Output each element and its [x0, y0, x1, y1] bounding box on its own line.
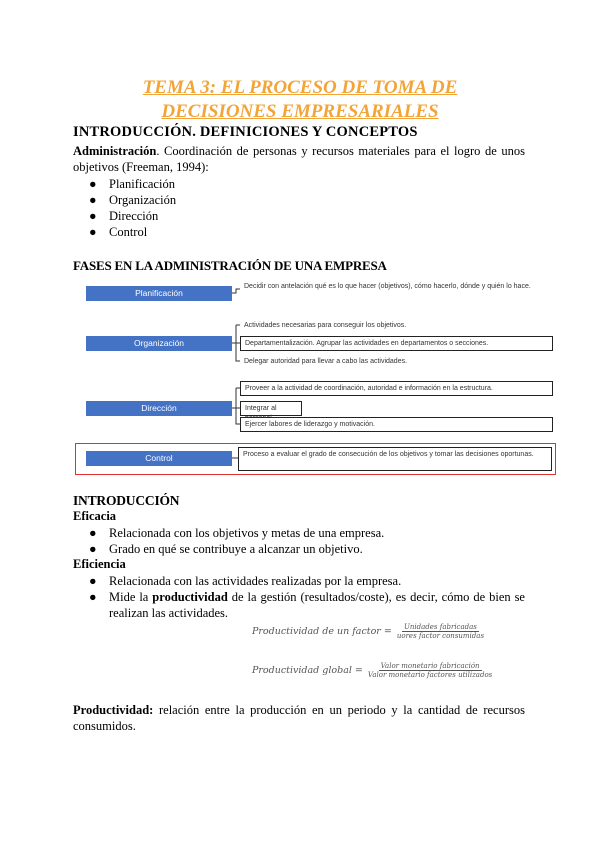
list-item-text: Organización: [109, 193, 177, 207]
eficiencia-list: [73, 573, 525, 621]
list-item: [73, 176, 176, 192]
bullet-icon: ●: [89, 209, 97, 223]
productividad-text: relación entre la producción en un periodo y la cantidad de recursos consumidos.: [73, 703, 525, 733]
connector-line: [232, 388, 240, 424]
desc-organizacion-2: Departamentalización. Agrupar las actividades en departamentos o secciones.: [240, 336, 553, 351]
desc-organizacion-1: Actividades necesarias para conseguir los objetivos.: [240, 319, 540, 333]
connector-line: [232, 325, 240, 361]
list-item-text: Control: [109, 225, 148, 239]
productividad-term: Productividad:: [73, 703, 154, 717]
eficacia-label: Eficacia: [73, 509, 117, 523]
admin-list: [73, 176, 176, 240]
list-item-text: Relacionada con los objetivos y metas de una empresa.: [109, 526, 385, 540]
desc-direccion-2: Integrar al: [240, 401, 302, 416]
formula-denominator: uores factor consumidas: [396, 632, 485, 640]
admin-paragraph: [73, 143, 525, 175]
bullet-icon: ●: [89, 193, 97, 207]
list-item: [73, 224, 176, 240]
admin-text: . Coordinación de personas y recursos materiales para el logro de unos objetivos (Freeman, 1994):: [73, 144, 525, 174]
formula-lhs: Productividad global =: [252, 665, 363, 676]
desc-direccion-3: Ejercer labores de liderazgo y motivación.: [240, 417, 553, 432]
title-line-1: TEMA 3: EL PROCESO DE TOMA DE: [142, 77, 458, 98]
phase-organizacion: Organización: [86, 336, 232, 351]
formula-global: [252, 662, 494, 679]
list-item: [73, 192, 176, 208]
phases-heading: FASES EN LA ADMINISTRACIÓN DE UNA EMPRESA: [73, 258, 387, 273]
eficacia-list: [73, 525, 384, 557]
bullet-icon: ●: [89, 590, 97, 604]
desc-organizacion-3: Delegar autoridad para llevar a cabo las actividades.: [240, 355, 540, 369]
formula-factor: [252, 623, 486, 640]
list-item: [73, 208, 176, 224]
list-item: [73, 525, 384, 541]
list-item-text: Mide la: [109, 590, 153, 604]
bullet-icon: ●: [89, 225, 97, 239]
list-item-text: Dirección: [109, 209, 159, 223]
formula-numerator: Unidades fabricadas: [403, 623, 477, 631]
eficiencia-label: Eficiencia: [73, 557, 126, 571]
intro-heading: INTRODUCCIÓN. DEFINICIONES Y CONCEPTOS: [73, 124, 418, 140]
productividad-paragraph: [73, 702, 525, 734]
connector-line: [232, 289, 240, 293]
list-item-text: Planificación: [109, 177, 175, 191]
formula-denominator: Valor monetario factores utilizados: [367, 671, 493, 679]
bullet-icon: ●: [89, 542, 97, 556]
list-item: [73, 573, 525, 589]
bullet-icon: ●: [89, 526, 97, 540]
phase-planificacion: Planificación: [86, 286, 232, 301]
intro2-heading: INTRODUCCIÓN: [73, 493, 180, 508]
desc-direccion-1: Proveer a la actividad de coordinación, autoridad e información en la estructura.: [240, 381, 553, 396]
title-line-2: DECISIONES EMPRESARIALES: [161, 101, 439, 122]
productividad-bold: productividad: [152, 590, 228, 604]
desc-control: Proceso a evaluar el grado de consecución de los objetivos y tomar las decisiones oportunas.: [238, 447, 552, 471]
desc-planificacion: Decidir con antelación qué es lo que hacer (objetivos), cómo hacerlo, dónde y quién lo hace.: [240, 280, 540, 294]
bullet-icon: ●: [89, 574, 97, 588]
formula-numerator: Valor monetario fabricación: [380, 662, 480, 670]
list-item: [73, 541, 384, 557]
list-item-text: Relacionada con las actividades realizadas por la empresa.: [109, 574, 402, 588]
phase-direccion: Dirección: [86, 401, 232, 416]
admin-term: Administración: [73, 144, 157, 158]
formula-lhs: Productividad de un factor =: [252, 626, 392, 637]
list-item: [73, 589, 525, 621]
list-item-text: de la gestión (resultados/coste), es decir, cómo de bien se realizan las actividades.: [109, 590, 525, 620]
bullet-icon: ●: [89, 177, 97, 191]
list-item-text: Grado en qué se contribuye a alcanzar un objetivo.: [109, 542, 363, 556]
phase-control: Control: [86, 451, 232, 466]
